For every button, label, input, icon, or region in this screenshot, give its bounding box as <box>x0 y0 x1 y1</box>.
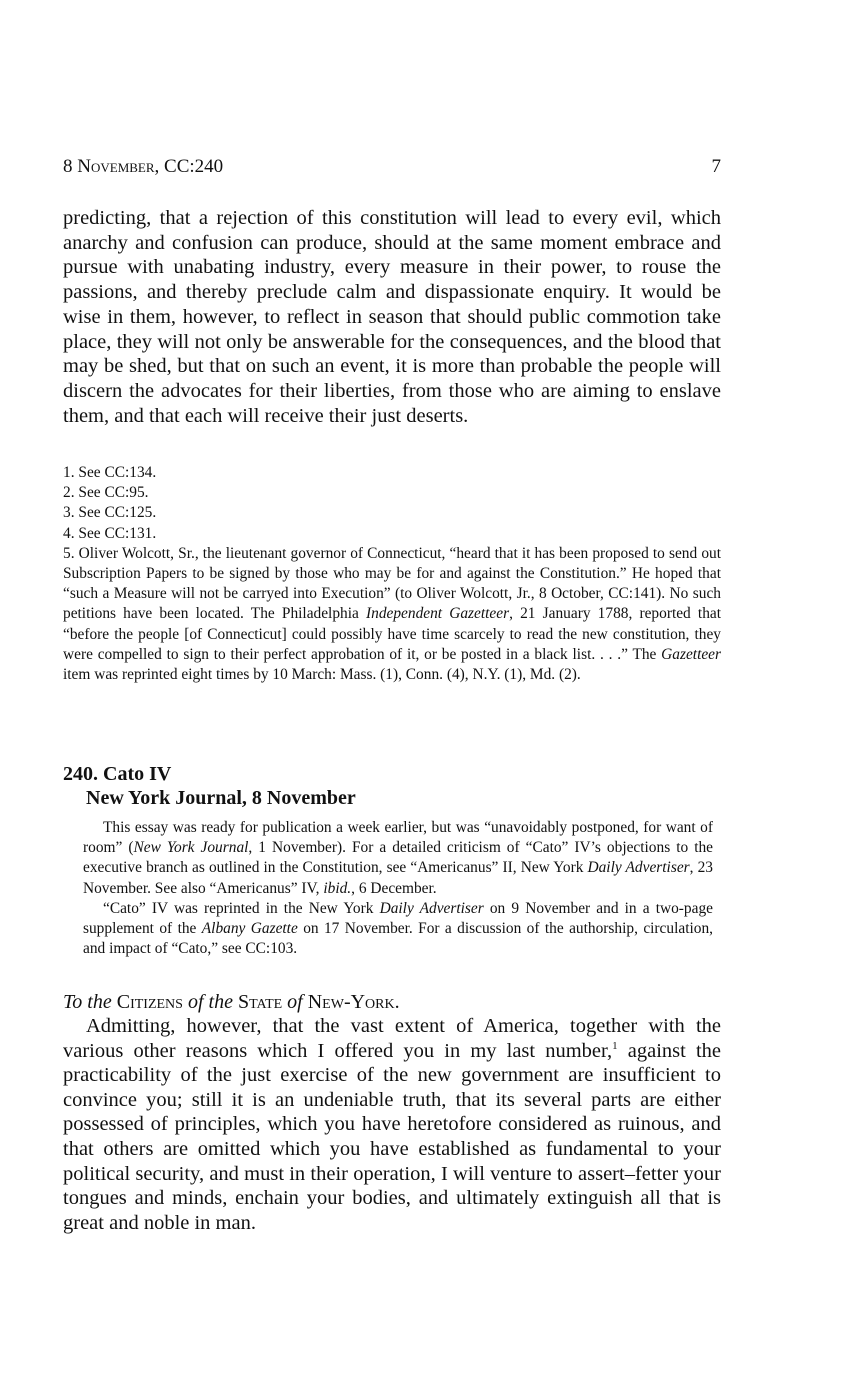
footnote-ref: 1 <box>612 1039 618 1052</box>
header-date-ref: 8 November, CC:240 <box>63 156 224 177</box>
footnote-4: 4. See CC:131. <box>63 524 157 542</box>
page-number: 7 <box>711 156 721 177</box>
editorial-note-p1: This essay was ready for publication a week earlier, but was “unavoidably postponed, for want of room” (New York Journal, 1 November). For a detailed criticism of “Cato” IV’s objections to the executive branch as outlined in the Constitution, see “Americanus” II, New York Daily Advertiser, 23 November. See also “Americanus” IV, ibid., 6 December. <box>83 819 713 897</box>
editorial-note-p2: “Cato” IV was reprinted in the New York Daily Advertiser on 9 November and in a two-page supplement of the Albany Gazette on 17 November. For a discussion of the authorship, circulation, and impact of “Cato,” see CC:103. <box>83 899 713 958</box>
footnotes <box>63 463 721 685</box>
section-subtitle: New York Journal, 8 November <box>86 787 356 809</box>
footnote-3: 3. See CC:125. <box>63 504 157 522</box>
footnote-2: 2. See CC:95. <box>63 484 149 502</box>
footnote-1: 1. See CC:134. <box>63 464 157 481</box>
body-paragraph-essay: Admitting, however, that the vast extent of America, together with the various other reasons which I offered you in my last number,$^1$ against the practicability of the just exercise of the new government are insufficient to convince you; still it is an undeniable truth, that its several parts are either possessed of principles, which you have heretofore considered as ruinous, and that others are omitted which you have established as fundamental to your political security, and must in their operation, I will venture to assert–fetter your tongues and minds, enchain your bodies, and ultimately extinguish all that is great and noble in man. <box>63 1015 721 1234</box>
salutation: To the Citizens of the State of New-York. <box>63 991 400 1013</box>
section-title: 240. Cato IV <box>63 763 172 785</box>
body-paragraph-continued: predicting, that a rejection of this constitution will lead to every evil, which anarchy and confusion can produce, should at the same moment embrace and pursue with unabating industry, every measure in their power, to rouse the passions, and thereby preclude calm and dispassionate enquiry. It would be wise in them, however, to reflect in season that should public commotion take place, they will not only be answerable for the consequences, and the blood that may be shed, but that on such an event, it is more than probable the people will discern the advocates for their liberties, from those who are aiming to enslave them, and that each will receive their just deserts. <box>63 207 721 427</box>
footnote-5: 5. Oliver Wolcott, Sr., the lieutenant governor of Connecticut, “heard that it has been proposed to send out Subscription Papers to be signed by those who may be for and against the Constitution.” He hoped that “such a Measure will not be carryed into Execution” (to Oliver Wolcott, Jr., 8 October, CC:141). No such petitions have been located. The Philadelphia Independent Gazetteer, 21 January 1788, reported that “before the people [of Connecticut] could possibly have time scarcely to read the new constitution, they were compelled to sign to their perfect approbation of it, or be posted in a black list. . . .” The Gazetteer item was reprinted eight times by 10 March: Mass. (1), Conn. (4), N.Y. (1), Md. (2). <box>63 544 722 684</box>
editorial-note <box>83 818 713 959</box>
